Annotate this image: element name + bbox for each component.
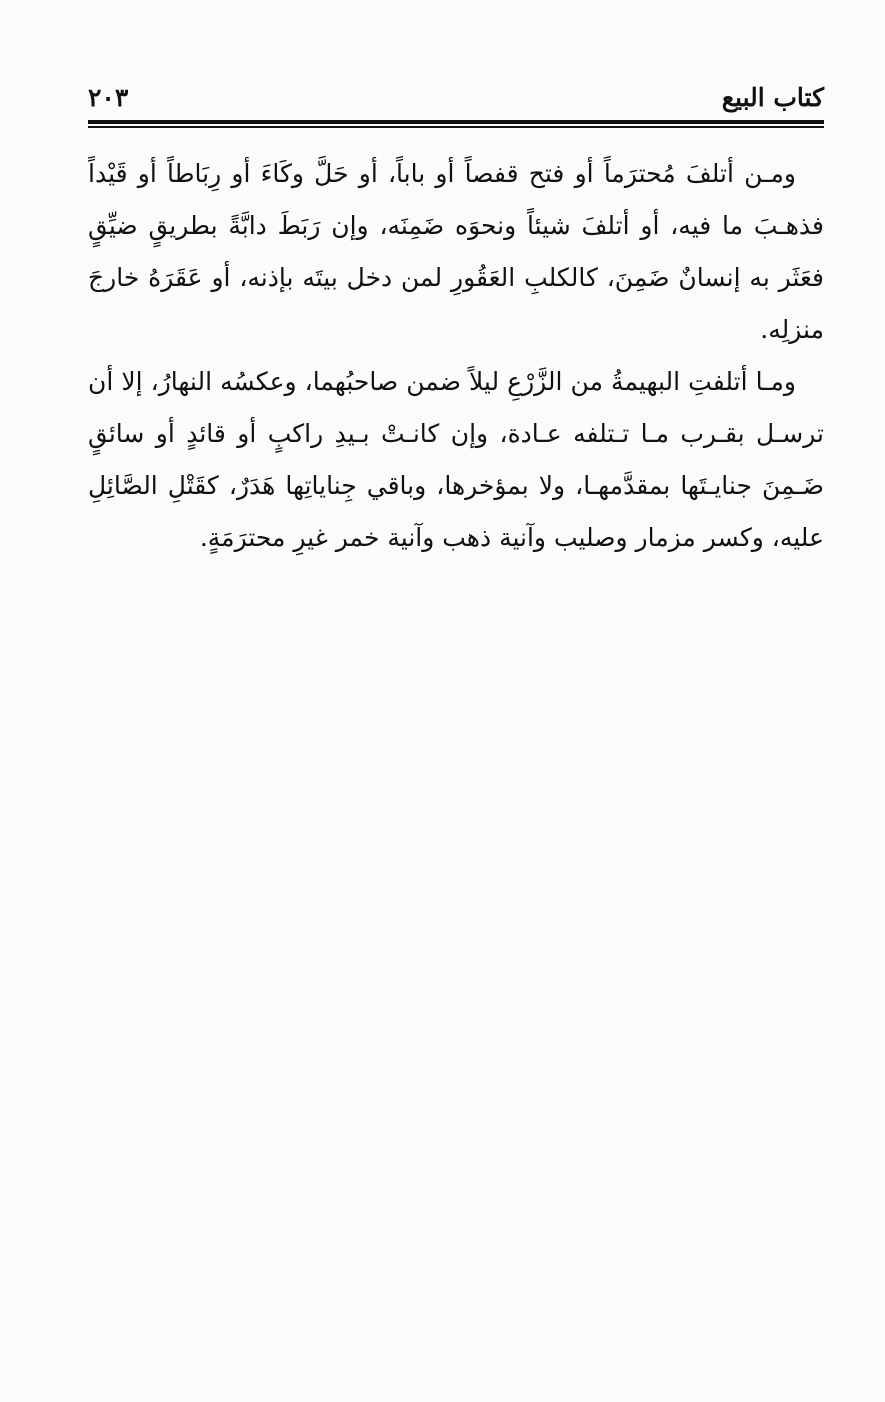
header-rule-thin [88,126,824,128]
page-number: ٢٠٣ [88,83,129,112]
header-rule-thick [88,120,824,124]
paragraph-1: ومـن أتلفَ مُحترَماً أو فتح قفصاً أو باباً، أو حَلَّ وكَاءَ أو رِبَاطاً أو قَيْداً فذهـبَ ما فيه، أو أتلفَ شيئاً ونحوَه ضَمِنَه، وإن رَبَطَ دابَّةً بطريقٍ ضيِّقٍ فعَثَر به إنسانٌ ضَمِنَ، كالكلبِ العَقُورِ لمن دخل بيتَه بإذنه، أو عَقَرَهُ خارجَ منزلِه. [88,159,824,344]
paragraph-2: ومـا أتلفتِ البهيمةُ من الزَّرْعِ ليلاً ضمن صاحبُهما، وعكسُه النهارُ، إلا أن ترسـل بقـرب مـا تـتلفه عـادة، وإن كانـتْ بـيدِ راكبٍ أو قائدٍ أو سائقٍ ضَـمِنَ جنايـتَها بمقدَّمهـا، ولا بمؤخرها، وباقي جِناياتِها هَدَرٌ، كقَتْلِ الصَّائِلِ عليه، وكسر مزمار وصليب وآنية ذهب وآنية خمر غيرِ محترَمَةٍ. [88,367,824,552]
body-text [88,148,824,564]
page-header [88,80,824,120]
running-title: كتاب البيع [721,83,824,112]
